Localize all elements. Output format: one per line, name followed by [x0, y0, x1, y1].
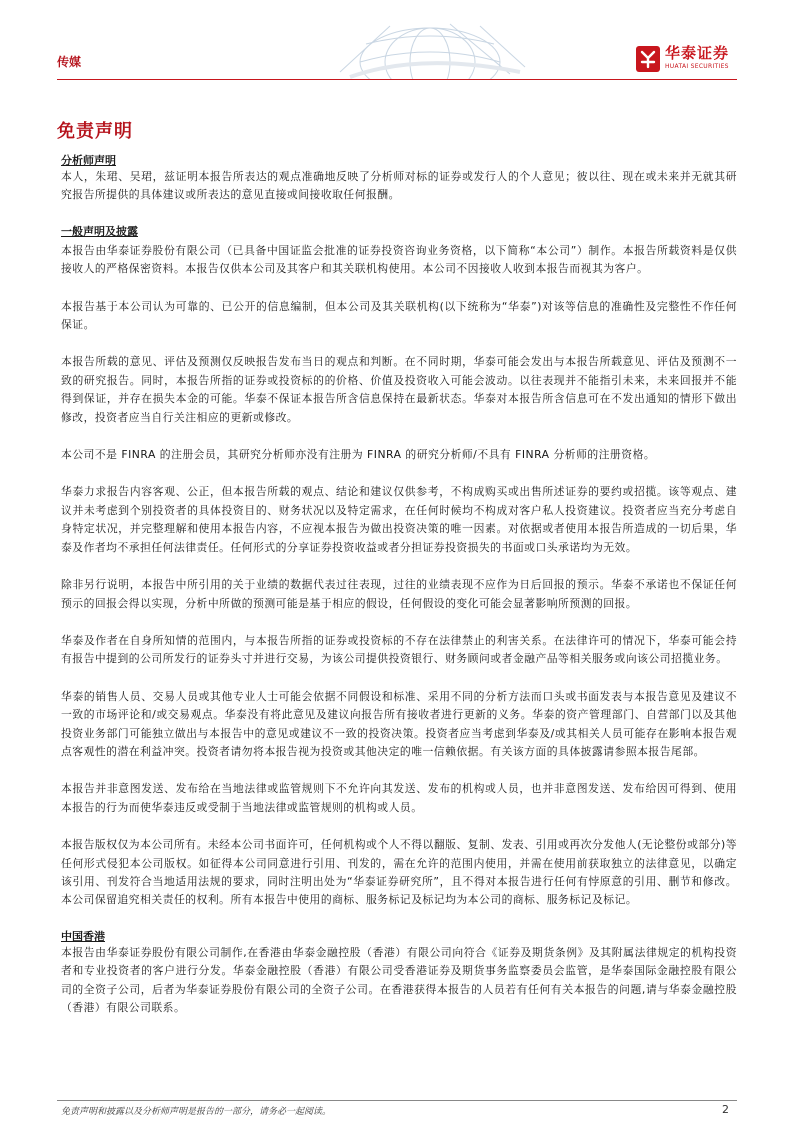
page-header: [0, 0, 793, 80]
industry-label: 传媒: [57, 55, 82, 69]
logo-english-name: HUATAI SECURITIES: [665, 63, 729, 70]
paragraph: 本报告并非意图发送、发布给在当地法律或监管规则下不允许向其发送、发布的机构或人员，也并非意图发送、发布给因可得到、使用本报告的行为而使华泰违反或受制于当地法律或监管规则的机构或人员。: [61, 782, 737, 814]
paragraph: 华泰力求报告内容客观、公正，但本报告所载的观点、结论和建议仅供参考，不构成购买或出售所述证券的要约或招揽。该等观点、建议并未考虑到个别投资者的具体投资目的、财务状况以及特定需求，在任何时候均不构成对客户私人投资建议。投资者应当充分考虑自身特定状况，并完整理解和使用本报告内容，不应视本报告为做出投资决策的唯一因素。对依据或者使用本报告所造成的一切后果，华泰及作者均不承担任何法律责任。任何形式的分享证券投资收益或者分担证券投资损失的书面或口头承诺均为无效。: [61, 485, 737, 554]
paragraph: 本报告由华泰证券股份有限公司制作,在香港由华泰金融控股（香港）有限公司向符合《证券及期货条例》及其附属法律规定的机构投资者和专业投资者的客户进行分发。华泰金融控股（香港）有限公司受香港证券及期货事务监察委员会监管，是华泰国际金融控股有限公司的全资子公司，后者为华泰证券股份有限公司的全资子公司。在香港获得本报告的人员若有任何有关本报告的问题,请与华泰金融控股（香港）有限公司联系。: [61, 945, 737, 1014]
paragraph: 华泰及作者在自身所知情的范围内，与本报告所指的证券或投资标的不存在法律禁止的利害关系。在法律许可的情况下，华泰可能会持有报告中提到的公司所发行的证券头寸并进行交易，为该公司提供投资银行、财务顾问或者金融产品等相关服务或向该公司招揽业务。: [61, 633, 737, 666]
paragraph: 本公司不是 FINRA 的注册会员，其研究分析师亦没有注册为 FINRA 的研究分析师/不具有 FINRA 分析师的注册资格。: [61, 448, 656, 462]
paragraph: 本报告所载的意见、评估及预测仅反映报告发布当日的观点和判断。在不同时期，华泰可能会发出与本报告所载意见、评估及预测不一致的研究报告。同时，本报告所指的证券或投资标的的价格、价值及投资收入可能会波动。以往表现并不能指引未来，未来回报并不能得到保证，并存在损失本金的可能。华泰不保证本报告所含信息保持在最新状态。华泰对本报告所含信息可在不发出通知的情形下做出修改，投资者应当自行关注相应的更新或修改。: [61, 355, 737, 424]
globe-lines-icon: [330, 22, 530, 80]
footer-note: 免责声明和披露以及分析师声明是报告的一部分，请务必一起阅读。: [61, 1107, 332, 1117]
page-title: 免责声明: [57, 121, 133, 142]
disclaimer-body: [61, 153, 737, 1017]
logo-chinese-name: 华泰证券: [665, 44, 730, 62]
footer-divider: [57, 1100, 737, 1101]
paragraph: 本报告版权仅为本公司所有。未经本公司书面许可，任何机构或个人不得以翻版、复制、发表、引用或再次分发他人(无论整份或部分)等任何形式侵犯本公司版权。如征得本公司同意进行引用、刊发的，需在允许的范围内使用，并需在使用前获取独立的法律意见，以确定该引用、刊发符合当地适用法规的要求，同时注明出处为“华泰证券研究所”，且不得对本报告进行任何有悖原意的引用、删节和修改。本公司保留追究相关责任的权利。所有本报告中使用的商标、服务标记及标记均为本公司的商标、服务标记及标记。: [61, 838, 737, 907]
paragraph: 除非另行说明，本报告中所引用的关于业绩的数据代表过往表现，过往的业绩表现不应作为日后回报的预示。华泰不承诺也不保证任何预示的回报会得以实现，分析中所做的预测可能是基于相应的假设，任何假设的变化可能会显著影响所预测的回报。: [61, 578, 737, 610]
huatai-logo-icon: [636, 46, 660, 72]
page-number: 2: [722, 1103, 729, 1116]
section-title: 分析师声明: [61, 154, 116, 167]
section-title: 一般声明及披露: [61, 224, 138, 238]
header-divider: [57, 79, 737, 80]
paragraph: 本报告基于本公司认为可靠的、已公开的信息编制，但本公司及其关联机构(以下统称为“华泰”)对该等信息的准确性及完整性不作任何保证。: [61, 299, 737, 332]
paragraph: 华泰的销售人员、交易人员或其他专业人士可能会依据不同假设和标准、采用不同的分析方法而口头或书面发表与本报告意见及建议不一致的市场评论和/或交易观点。华泰没有将此意见及建议向报告所有接收者进行更新的义务。华泰的资产管理部门、自营部门以及其他投资业务部门可能独立做出与本报告中的意见或建议不一致的投资决策。投资者应当考虑到华泰及/或其相关人员可能存在影响本报告观点客观性的潜在利益冲突。投资者请勿将本报告视为投资或其他决定的唯一信赖依据。有关该方面的具体披露请参照本报告尾部。: [61, 689, 737, 758]
paragraph: 本报告由华泰证券股份有限公司（已具备中国证监会批准的证券投资咨询业务资格，以下简称“本公司”）制作。本报告所载资料是仅供接收人的严格保密资料。本报告仅供本公司及其客户和其关联机构使用。本公司不因接收人收到本报告而视其为客户。: [61, 243, 737, 276]
section-title: 中国香港: [61, 929, 105, 943]
paragraph: 本人，朱珺、吴珺，兹证明本报告所表达的观点准确地反映了分析师对标的证券或发行人的个人意见；彼以往、现在或未来并无就其研究报告所提供的具体建议或所表达的意见直接或间接收取任何报酬。: [61, 170, 737, 202]
